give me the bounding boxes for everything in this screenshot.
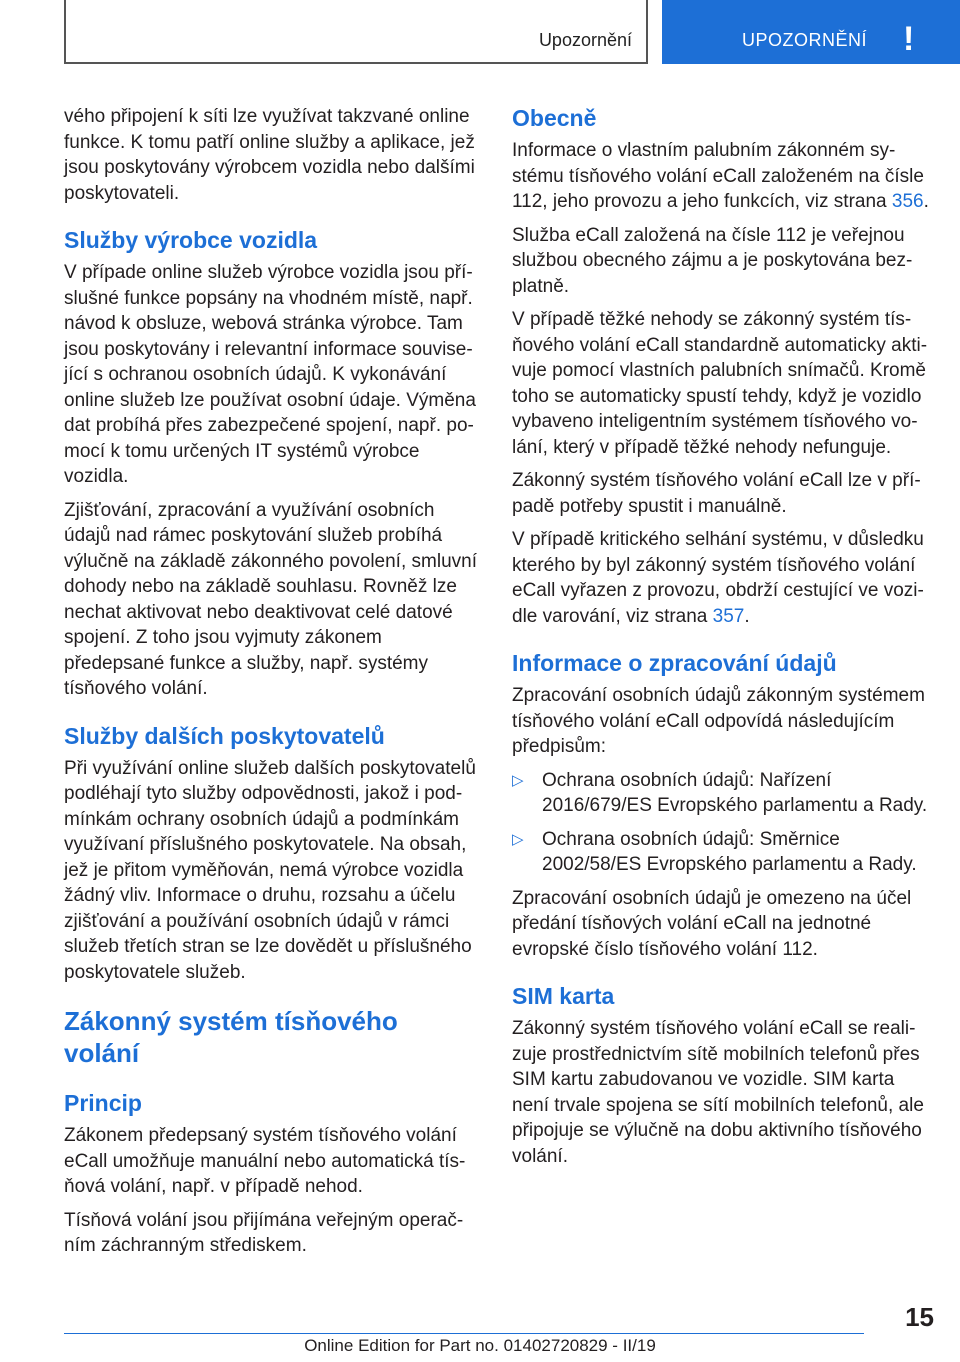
list-item-text: Ochrana osobních údajů: Směrnice 2002/58/ES Evropského parlamentu a Rady. xyxy=(542,828,917,875)
header-tab-label: Upozornění xyxy=(538,30,632,50)
paragraph-general-5-end: . xyxy=(744,605,750,627)
paragraph-general-2: Služba eCall založená na čísle 112 je veřejnou službou obecného zájmu a je poskytována bezplatně. xyxy=(512,224,913,297)
heading-manufacturer-services: Služby výrobce vozidla xyxy=(64,227,318,253)
paragraph-general-5-text: V případě kritického selhání systému, v důsledku kterého by byl zákonný systém tísňového volání eCall vyřazen z provozu, obdrží cestující ve vozidle varování, viz strana xyxy=(512,529,924,627)
header-tab xyxy=(64,0,648,64)
list-item-text: Ochrana osobních údajů: Nařízení 2016/679/ES Evropského parlamentu a Rady. xyxy=(542,769,928,816)
triangle-bullet-icon: ▷ xyxy=(512,830,524,848)
heading-data-processing: Informace o zpracování údajů xyxy=(512,650,837,676)
heading-principle: Princip xyxy=(64,1090,142,1116)
footer-divider xyxy=(64,1333,864,1334)
paragraph-data-2: Zpracování osobních údajů je omezeno na účel předání tísňových volání eCall na jednotné evropské číslo tísňového volání 112. xyxy=(512,887,912,960)
right-column xyxy=(512,104,930,1177)
paragraph-general-4: Zákonný systém tísňového volání eCall lze v případě potřeby spustit i manuálně. xyxy=(512,470,921,517)
paragraph-general-5 xyxy=(512,527,930,629)
paragraph-data-1: Zpracování osobních údajů zákonným systémem tísňového volání eCall odpovídá následujícím předpisům: xyxy=(512,685,925,757)
paragraph-principle-1: Zákonem předepsaný systém tísňového volání eCall umožňuje manuální nebo automatická tísňová volání, např. v případě nehod. xyxy=(64,1125,466,1197)
list-item xyxy=(512,768,930,819)
paragraph-providers: Při využívání online služeb dalších poskytovatelů podléhají tyto služby odpovědnosti, jakož i podmínkám ochrany osobních údajů a podmínkám využívaní příslušného poskytovatele. Na obsah, jež je přitom vyměňován, nemá výrobce vozidla žádný vliv. Informace o druhu, rozsahu a účelu zjišťování a používání osobních údajů v rámci služeb třetích stran se lze dovědět u příslušného poskytovatele služeb. xyxy=(64,757,476,983)
header-section-label: UPOZORNĚNÍ xyxy=(742,30,868,50)
warning-icon: ! xyxy=(903,20,915,58)
paragraph-manufacturer-1: V případe online služeb výrobce vozidla jsou příslušné funkce popsány na vhodném místě, např. návod k obsluze, webová stránka výrobce. Tam jsou poskytovány i relevantní informace související s ochranou osobních údajů. K vykonávání online služeb lze používat osobní údaje. Výměna dat probíhá přes zabezpečené spojení, např. pomocí k tomu určených IT systémů výrobce vozidla. xyxy=(64,262,476,487)
page-number: 15 xyxy=(905,1302,934,1332)
heading-general: Obecně xyxy=(512,105,597,131)
paragraph-general-1-text: Informace o vlastním palubním zákonném systému tísňového volání eCall založeném na čísle 112, jeho provozu a jeho funkcích, viz strana xyxy=(512,140,924,212)
paragraph-sim: Zákonný systém tísňového volání eCall se realizuje prostřednictvím sítě mobilních telefonů přes SIM kartu zabudovanou ve vozidle. SIM karta není trvale spojena se sítí mobilních telefonů, ale připojuje se výlučně na dobu aktivního tísňového volání. xyxy=(512,1018,924,1167)
heading-other-providers: Služby dalších poskytovatelů xyxy=(64,722,385,749)
paragraph-general-1-end: . xyxy=(923,191,929,212)
paragraph-general-3: V případě těžké nehody se zákonný systém tísňového volání eCall standardně automaticky aktivuje pomocí vlastních palubních snímačů. Kromě toho se automaticky spustí tehdy, když je vozidlo vybaveno inteligentním systémem tísňového volání, který v případě těžké nehody nefunguje. xyxy=(512,309,928,458)
header-section-banner xyxy=(662,0,960,64)
paragraph-general-1 xyxy=(512,138,930,215)
triangle-bullet-icon: ▷ xyxy=(512,771,524,789)
regulation-list xyxy=(512,768,930,878)
paragraph-manufacturer-2: Zjišťování, zpracování a využívání osobních údajů nad rámec poskytování služeb probíhá výlučně na základě zákonného povolení, smluvní dohody nebo na základě souhlasu. Rovněž lze nechat aktivovat nebo deaktivovat celé datové spojení. Z toho jsou vyjmuty zákonem předepsané funkce a služby, např. systémy tísňového volání. xyxy=(64,499,477,699)
heading-sim-card: SIM karta xyxy=(512,983,615,1009)
paragraph-principle-2: Tísňová volání jsou přijímána veřejným operačním záchranným střediskem. xyxy=(64,1209,464,1256)
paragraph-intro: vého připojení k síti lze využívat takzvané online funkce. K tomu patří online služby a aplikace, jež jsou poskytovány výrobcem vozidla nebo dalšími poskytovateli. xyxy=(64,106,475,204)
list-item xyxy=(512,827,930,878)
footer-edition: Online Edition for Part no. 01402720829 - II/19 xyxy=(304,1336,656,1355)
page-link-357[interactable]: 357 xyxy=(712,605,745,627)
heading-emergency-call-system: Zákonný systém tísňového volání xyxy=(64,1006,398,1068)
left-column xyxy=(64,104,480,1267)
page-link-356[interactable]: 356 xyxy=(891,191,924,212)
